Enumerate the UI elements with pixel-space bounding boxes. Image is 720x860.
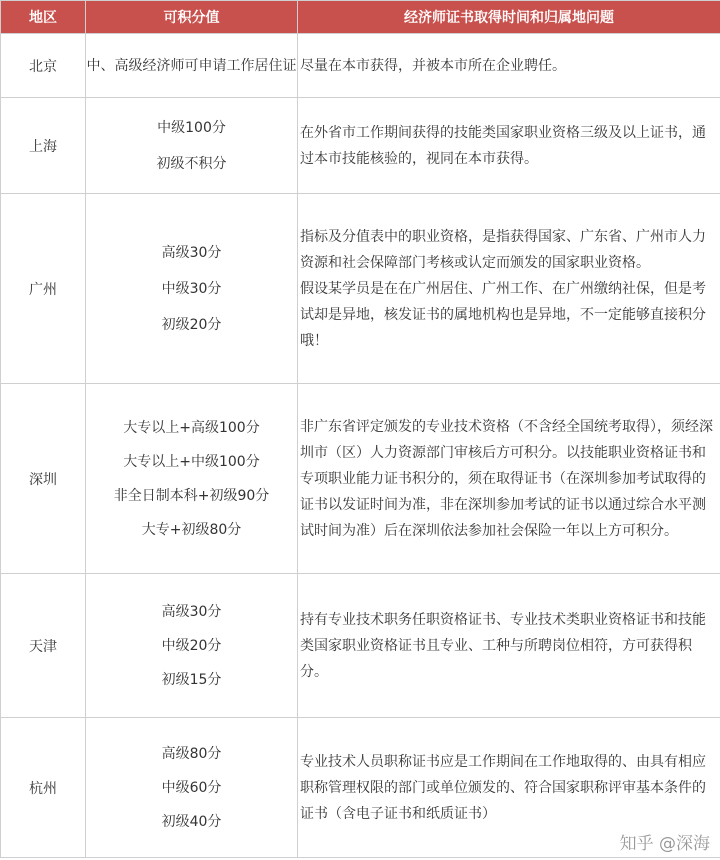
region-cell: 天津 <box>1 574 86 718</box>
region-cell: 广州 <box>1 194 86 384</box>
description-cell <box>298 98 720 194</box>
score-cell <box>86 98 298 194</box>
description-text: 持有专业技术职务任职资格证书、专业技术类职业资格证书和技能类国家职业资格证书且专业、工种与所聘岗位相符，方可获得积分。 <box>300 611 706 680</box>
score-cell <box>86 384 298 574</box>
score-line: 中级60分 <box>161 779 222 796</box>
score-line: 初级40分 <box>161 813 222 830</box>
region-cell: 北京 <box>1 34 86 98</box>
score-line: 中级100分 <box>157 119 226 136</box>
table-row-tianjin <box>1 574 720 718</box>
score-line: 高级30分 <box>161 603 222 620</box>
score-line: 中、高级经济师可申请工作居住证 <box>86 57 297 74</box>
score-line: 初级20分 <box>161 316 222 333</box>
score-line: 大专以上+中级100分 <box>123 453 260 470</box>
table-row-beijing <box>1 34 720 98</box>
description-text: 假设某学员是在在广州居住、广州工作、在广州缴纳社保，但是考试却是异地，核发证书的属地机构也是异地，不一定能够直接积分哦！ <box>300 280 706 349</box>
score-line: 大专+初级80分 <box>141 521 242 538</box>
description-text: 指标及分值表中的职业资格，是指获得国家、广东省、广州市人力资源和社会保障部门考核或认定而颁发的国家职业资格。 <box>300 228 706 271</box>
description-cell <box>298 194 720 384</box>
score-line: 中级20分 <box>161 637 222 654</box>
description-text: 专业技术人员职称证书应是工作期间在工作地取得的、由具有相应职称管理权限的部门或单位颁发的、符合国家职称评审基本条件的证书（含电子证书和纸质证书） <box>300 753 706 822</box>
score-line: 高级80分 <box>161 745 222 762</box>
score-line: 非全日制本科+初级90分 <box>113 487 270 504</box>
description-cell <box>298 574 720 718</box>
description-cell <box>298 384 720 574</box>
score-line: 中级30分 <box>161 280 222 297</box>
score-line: 初级不积分 <box>156 155 227 172</box>
table-row-shenzhen <box>1 384 720 574</box>
table-row-shanghai <box>1 98 720 194</box>
region-cell: 深圳 <box>1 384 86 574</box>
description-text: 非广东省评定颁发的专业技术资格（不含经全国统考取得），须经深圳市（区）人力资源部门审核后方可积分。以技能职业资格证书和专项职业能力证书积分的，须在取得证书（在深圳参加考试取得的证书以发证时间为准，非在深圳参加考试的证书以通过综合水平测试时间为准）后在深圳依法参加社会保险一年以上方可积分。 <box>300 418 713 539</box>
description-text: 在外省市工作期间获得的技能类国家职业资格三级及以上证书，通过本市技能核验的，视同在本市获得。 <box>300 124 706 167</box>
header-row <box>1 1 720 34</box>
score-cell <box>86 718 298 858</box>
header-score: 可积分值 <box>86 1 298 34</box>
table-row-guangzhou <box>1 194 720 384</box>
description-text: 尽量在本市获得，并被本市所在企业聘任。 <box>300 57 566 74</box>
score-line: 大专以上+高级100分 <box>123 419 260 436</box>
score-cell <box>86 34 298 98</box>
description-cell <box>298 34 720 98</box>
header-region: 地区 <box>1 1 86 34</box>
region-cell: 上海 <box>1 98 86 194</box>
score-cell <box>86 574 298 718</box>
region-cell: 杭州 <box>1 718 86 858</box>
score-line: 高级30分 <box>161 244 222 261</box>
score-line: 初级15分 <box>161 671 222 688</box>
score-cell <box>86 194 298 384</box>
header-certificate-issue: 经济师证书取得时间和归属地问题 <box>298 1 720 34</box>
table-row-hangzhou <box>1 718 720 858</box>
watermark: 知乎 @深海 <box>619 834 710 854</box>
